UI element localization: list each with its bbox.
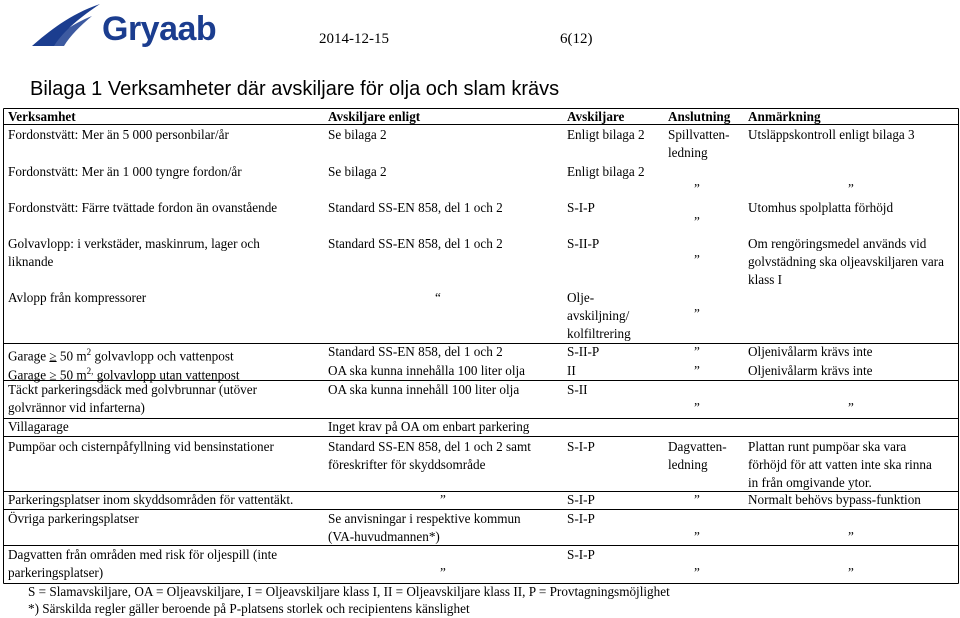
table-cell-anmarkning: Oljenivålarm krävs inte <box>748 363 873 378</box>
table-cell-verksamhet: Fordonstvätt: Mer än 1 000 tyngre fordon/år <box>8 164 242 179</box>
table-cell-anslutning: ” <box>694 492 700 507</box>
table-cell-avskiljare: S-II <box>567 382 588 397</box>
table-cell-enligt: Standard SS-EN 858, del 1 och 2 <box>328 236 503 251</box>
table-cell-avskiljare: S-I-P <box>567 439 595 454</box>
table-cell-enligt: OA ska kunna innehålla 100 liter olja <box>328 363 526 378</box>
table-cell-anslutning: ledning <box>668 145 708 160</box>
table-cell-anslutning: ” <box>694 214 700 229</box>
table-cell-anmarkning: ” <box>848 400 854 415</box>
table-cell-anmarkning: Utomhus spolplatta förhöjd <box>748 200 894 215</box>
table-cell-verksamhet: Avlopp från kompressorer <box>8 290 147 305</box>
table-cell-anmarkning: ” <box>848 181 854 196</box>
table-cell-anslutning: Spillvatten- <box>668 127 730 142</box>
gryaab-logo-mark-icon <box>30 2 102 50</box>
table-cell-anmarkning: förhöjd för att vatten inte ska rinna <box>748 457 932 472</box>
table-cell-anslutning: ” <box>694 565 700 580</box>
table-cell-avskiljare: Enligt bilaga 2 <box>567 127 645 142</box>
table-cell-enligt: (VA-huvudmannen*) <box>328 529 440 544</box>
table-cell-anslutning: Dagvatten- <box>668 439 727 454</box>
legend-text: S = Slamavskiljare, OA = Oljeavskiljare, I = Oljeavskiljare klass I, II = Oljeavskiljare klass II, P = Provtagningsmöjlighet <box>28 584 670 599</box>
table-cell-verksamhet: Golvavlopp: i verkstäder, maskinrum, lager och <box>8 236 260 251</box>
page-number: 6(12) <box>560 31 593 47</box>
table-cell-anslutning: ledning <box>668 457 708 472</box>
table-cell-avskiljare: Enligt bilaga 2 <box>567 164 645 179</box>
table-cell-verksamhet: parkeringsplatser) <box>8 565 104 580</box>
table-cell-enligt: Standard SS-EN 858, del 1 och 2 <box>328 344 503 359</box>
table-cell-verksamhet: Garage ≥ 50 $m^2$ golvavlopp och vattenpost <box>8 347 234 364</box>
table-cell-avskiljare: S-I-P <box>567 511 595 526</box>
table-cell-enligt: föreskrifter för skyddsområde <box>328 457 486 472</box>
table-cell-verksamhet: Fordonstvätt: Mer än 5 000 personbilar/år <box>8 127 229 142</box>
table-cell-enligt: Standard SS-EN 858, del 1 och 2 samt <box>328 439 531 454</box>
table-cell-anmarkning: Oljenivålarm krävs inte <box>748 344 873 359</box>
table-cell-anmarkning: Normalt behövs bypass-funktion <box>748 492 921 507</box>
gryaab-logo <box>30 2 230 52</box>
table-cell-enligt: Se bilaga 2 <box>328 127 387 142</box>
table-cell-enligt: Inget krav på OA om enbart parkering <box>328 419 530 434</box>
table-cell-anmarkning: golvstädning ska oljeavskiljaren vara <box>748 254 944 269</box>
column-header: Anmärkning <box>748 109 821 124</box>
table-cell-anslutning: ” <box>694 181 700 196</box>
table-cell-verksamhet: Parkeringsplatser inom skyddsområden för vattentäkt. <box>8 492 294 507</box>
table-cell-verksamhet: Täckt parkeringsdäck med golvbrunnar (utöver <box>8 382 258 397</box>
table-cell-enligt: Se bilaga 2 <box>328 164 387 179</box>
table-cell-avskiljare: II <box>567 363 576 378</box>
table-cell-anslutning: ” <box>694 363 700 378</box>
footnote-text: *) Särskilda regler gäller beroende på P-platsens storlek och recipientens känslighet <box>28 601 470 616</box>
table-cell-verksamhet: Villagarage <box>8 419 69 434</box>
column-header: Avskiljare enligt <box>328 109 421 124</box>
table-cell-anslutning: ” <box>694 529 700 544</box>
table-cell-verksamhet: golvrännor vid infarterna) <box>8 400 145 415</box>
table-cell-anslutning: ” <box>694 344 700 359</box>
table-cell-enligt: Se anvisningar i respektive kommun <box>328 511 521 526</box>
table-cell-verksamhet: Övriga parkeringsplatser <box>8 511 139 526</box>
table-cell-avskiljare: kolfiltrering <box>567 326 631 341</box>
table-cell-avskiljare: S-II-P <box>567 344 600 359</box>
table-cell-avskiljare: S-I-P <box>567 492 595 507</box>
page-title: Bilaga 1 Verksamheter där avskiljare för olja och slam krävs <box>30 78 560 100</box>
table-cell-avskiljare: Olje- <box>567 290 595 305</box>
table-cell-enligt: ” <box>440 565 446 580</box>
column-header: Anslutning <box>668 109 731 124</box>
table-cell-avskiljare: avskiljning/ <box>567 308 630 323</box>
table-cell-enligt: Standard SS-EN 858, del 1 och 2 <box>328 200 503 215</box>
table-cell-anmarkning: Om rengöringsmedel används vid <box>748 236 927 251</box>
table-cell-enligt: ” <box>440 492 446 507</box>
column-header: Verksamhet <box>8 109 76 124</box>
table-cell-anmarkning: ” <box>848 529 854 544</box>
table-cell-anslutning: ” <box>694 400 700 415</box>
table-cell-verksamhet: liknande <box>8 254 54 269</box>
table-cell-anslutning: ” <box>694 252 700 267</box>
table-cell-anmarkning: Utsläppskontroll enligt bilaga 3 <box>748 127 915 142</box>
table-cell-verksamhet: Garage ≥ 50 $m^{2,}$ golvavlopp utan vattenpost <box>8 366 240 383</box>
table-cell-anmarkning: klass I <box>748 272 783 287</box>
table-cell-verksamhet: Pumpöar och cisternpåfyllning vid bensinstationer <box>8 439 274 454</box>
table-cell-anslutning: ” <box>694 306 700 321</box>
table-cell-enligt: OA ska kunna innehåll 100 liter olja <box>328 382 520 397</box>
document-date: 2014-12-15 <box>319 31 389 47</box>
column-header: Avskiljare <box>567 109 625 124</box>
table-cell-avskiljare: S-I-P <box>567 200 595 215</box>
logo-wordmark: Gryaab <box>102 10 217 48</box>
table-cell-anmarkning: in från omgivande ytor. <box>748 475 872 490</box>
table-cell-avskiljare: S-I-P <box>567 547 595 562</box>
table-cell-anmarkning: ” <box>848 565 854 580</box>
table-cell-verksamhet: Dagvatten från områden med risk för oljespill (inte <box>8 547 278 562</box>
table-cell-avskiljare: S-II-P <box>567 236 600 251</box>
table-cell-verksamhet: Fordonstvätt: Färre tvättade fordon än ovanstående <box>8 200 278 215</box>
table-cell-anmarkning: Plattan runt pumpöar ska vara <box>748 439 907 454</box>
table-cell-enligt: “ <box>435 290 441 305</box>
